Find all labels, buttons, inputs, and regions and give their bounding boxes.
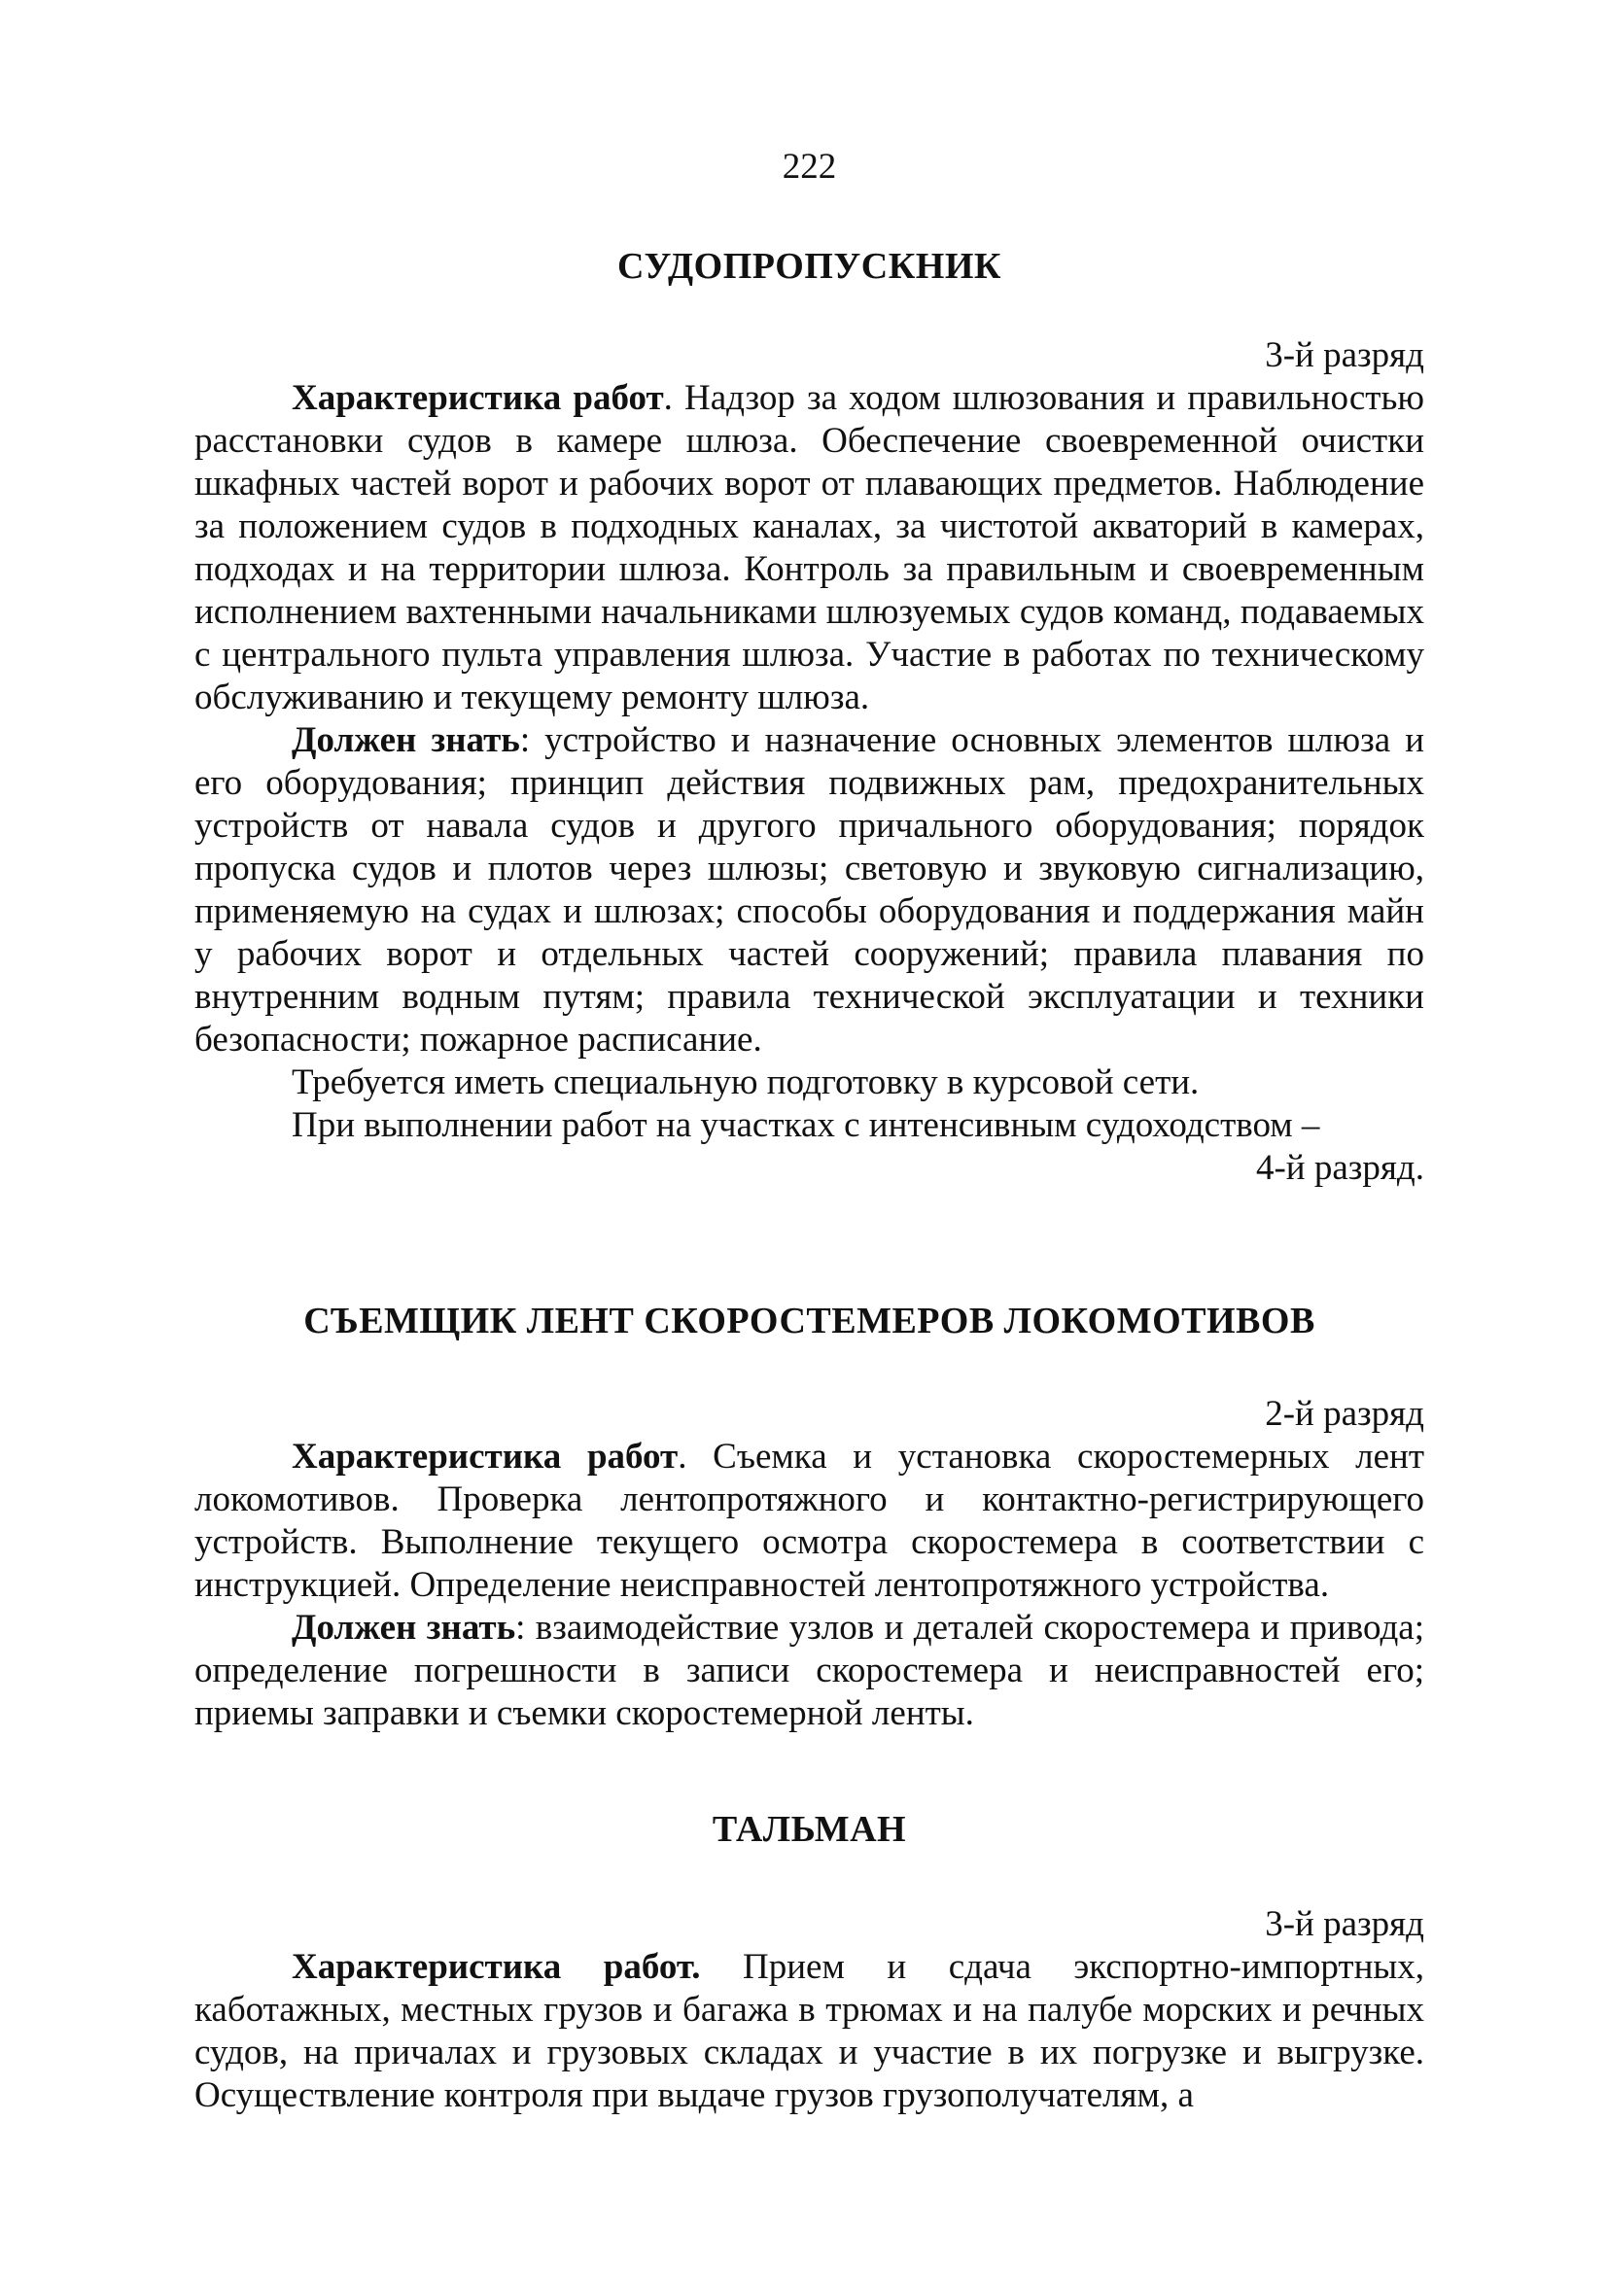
- grade-label: 3-й разряд: [1265, 1904, 1424, 1944]
- knowledge-text: : устройство и назначение основных элементов шлюза и его оборудования; принцип действия подвижных рам, предохранительных устройств от навала судов и другого причального оборудования; порядок пропуска судов и плотов через шлюзы; световую и звуковую сигнализацию, применяемую на судах и шлюзах; способы оборудования и поддержания майн у рабочих ворот и отдельных частей сооружений; правила плавания по внутренним водным путям; правила технической эксплуатации и техники безопасности; пожарное расписание.: [194, 720, 1424, 1060]
- requirement-paragraph: Требуется иметь специальную подготовку в курсовой сети.: [292, 1062, 1200, 1102]
- grade-label: 3-й разряд: [1265, 335, 1424, 375]
- knowledge-label: Должен знать: [292, 1608, 516, 1648]
- section-semshchik-lent: [194, 1298, 1424, 1735]
- section-title: СЪЕМЩИК ЛЕНТ СКОРОСТЕМЕРОВ ЛОКОМОТИВОВ: [303, 1301, 1315, 1341]
- characteristics-text: . Надзор за ходом шлюзования и правильностью расстановки судов в камере шлюза. Обеспечение своевременной очистки шкафных частей ворот и рабочих ворот от плавающих предметов. Наблюдение за положением судов в подходных каналах, за чистотой акваторий в камерах, подходах и на территории шлюза. Контроль за правильным и своевременным исполнением вахтенными начальниками шлюзуемых судов команд, подаваемых с центрального пульта управления шлюза. Участие в работах по техническому обслуживанию и текущему ремонту шлюза.: [194, 378, 1424, 717]
- grade-label: 2-й разряд: [1265, 1394, 1424, 1434]
- characteristics-text: Прием и сдача экспортно-импортных, каботажных, местных грузов и багажа в трюмах и на палубе морских и речных судов, на причалах и грузовых складах и участие в их погрузке и выгрузке. Осуществление контроля при выдаче грузов грузополучателям, а: [194, 1947, 1424, 2115]
- knowledge-paragraph: [194, 1607, 1424, 1735]
- characteristics-label: Характеристика работ.: [292, 1947, 701, 1987]
- characteristics-label: Характеристика работ: [292, 378, 664, 418]
- section-title: ТАЛЬМАН: [712, 1809, 907, 1850]
- condition-paragraph: При выполнении работ на участках с интенсивным судоходством –: [292, 1105, 1320, 1145]
- knowledge-label: Должен знать: [292, 720, 520, 760]
- condition-grade: 4-й разряд.: [1255, 1148, 1424, 1188]
- page-number: 222: [782, 147, 837, 187]
- knowledge-paragraph: [194, 719, 1424, 1061]
- characteristics-paragraph: [194, 1946, 1424, 2117]
- knowledge-text: : взаимодействие узлов и деталей скоростемера и привода; определение погрешности в записи скоростемера и неисправностей его; приемы заправки и съемки скоростемерной ленты.: [194, 1608, 1424, 1733]
- section-talman: [194, 1806, 1424, 2117]
- characteristics-paragraph: [194, 1436, 1424, 1607]
- section-title: СУДОПРОПУСКНИК: [617, 246, 1001, 287]
- characteristics-text: . Съемка и установка скоростемерных лент локомотивов. Проверка лентопротяжного и контактно-регистрирующего устройств. Выполнение текущего осмотра скоростемера в соответствии с инструкцией. Определение неисправностей лентопротяжного устройства.: [194, 1437, 1425, 1605]
- characteristics-label: Характеристика работ: [292, 1437, 679, 1477]
- characteristics-paragraph: [194, 377, 1424, 719]
- section-sudopropusknik: [194, 243, 1424, 1190]
- document-page: [194, 0, 1424, 2296]
